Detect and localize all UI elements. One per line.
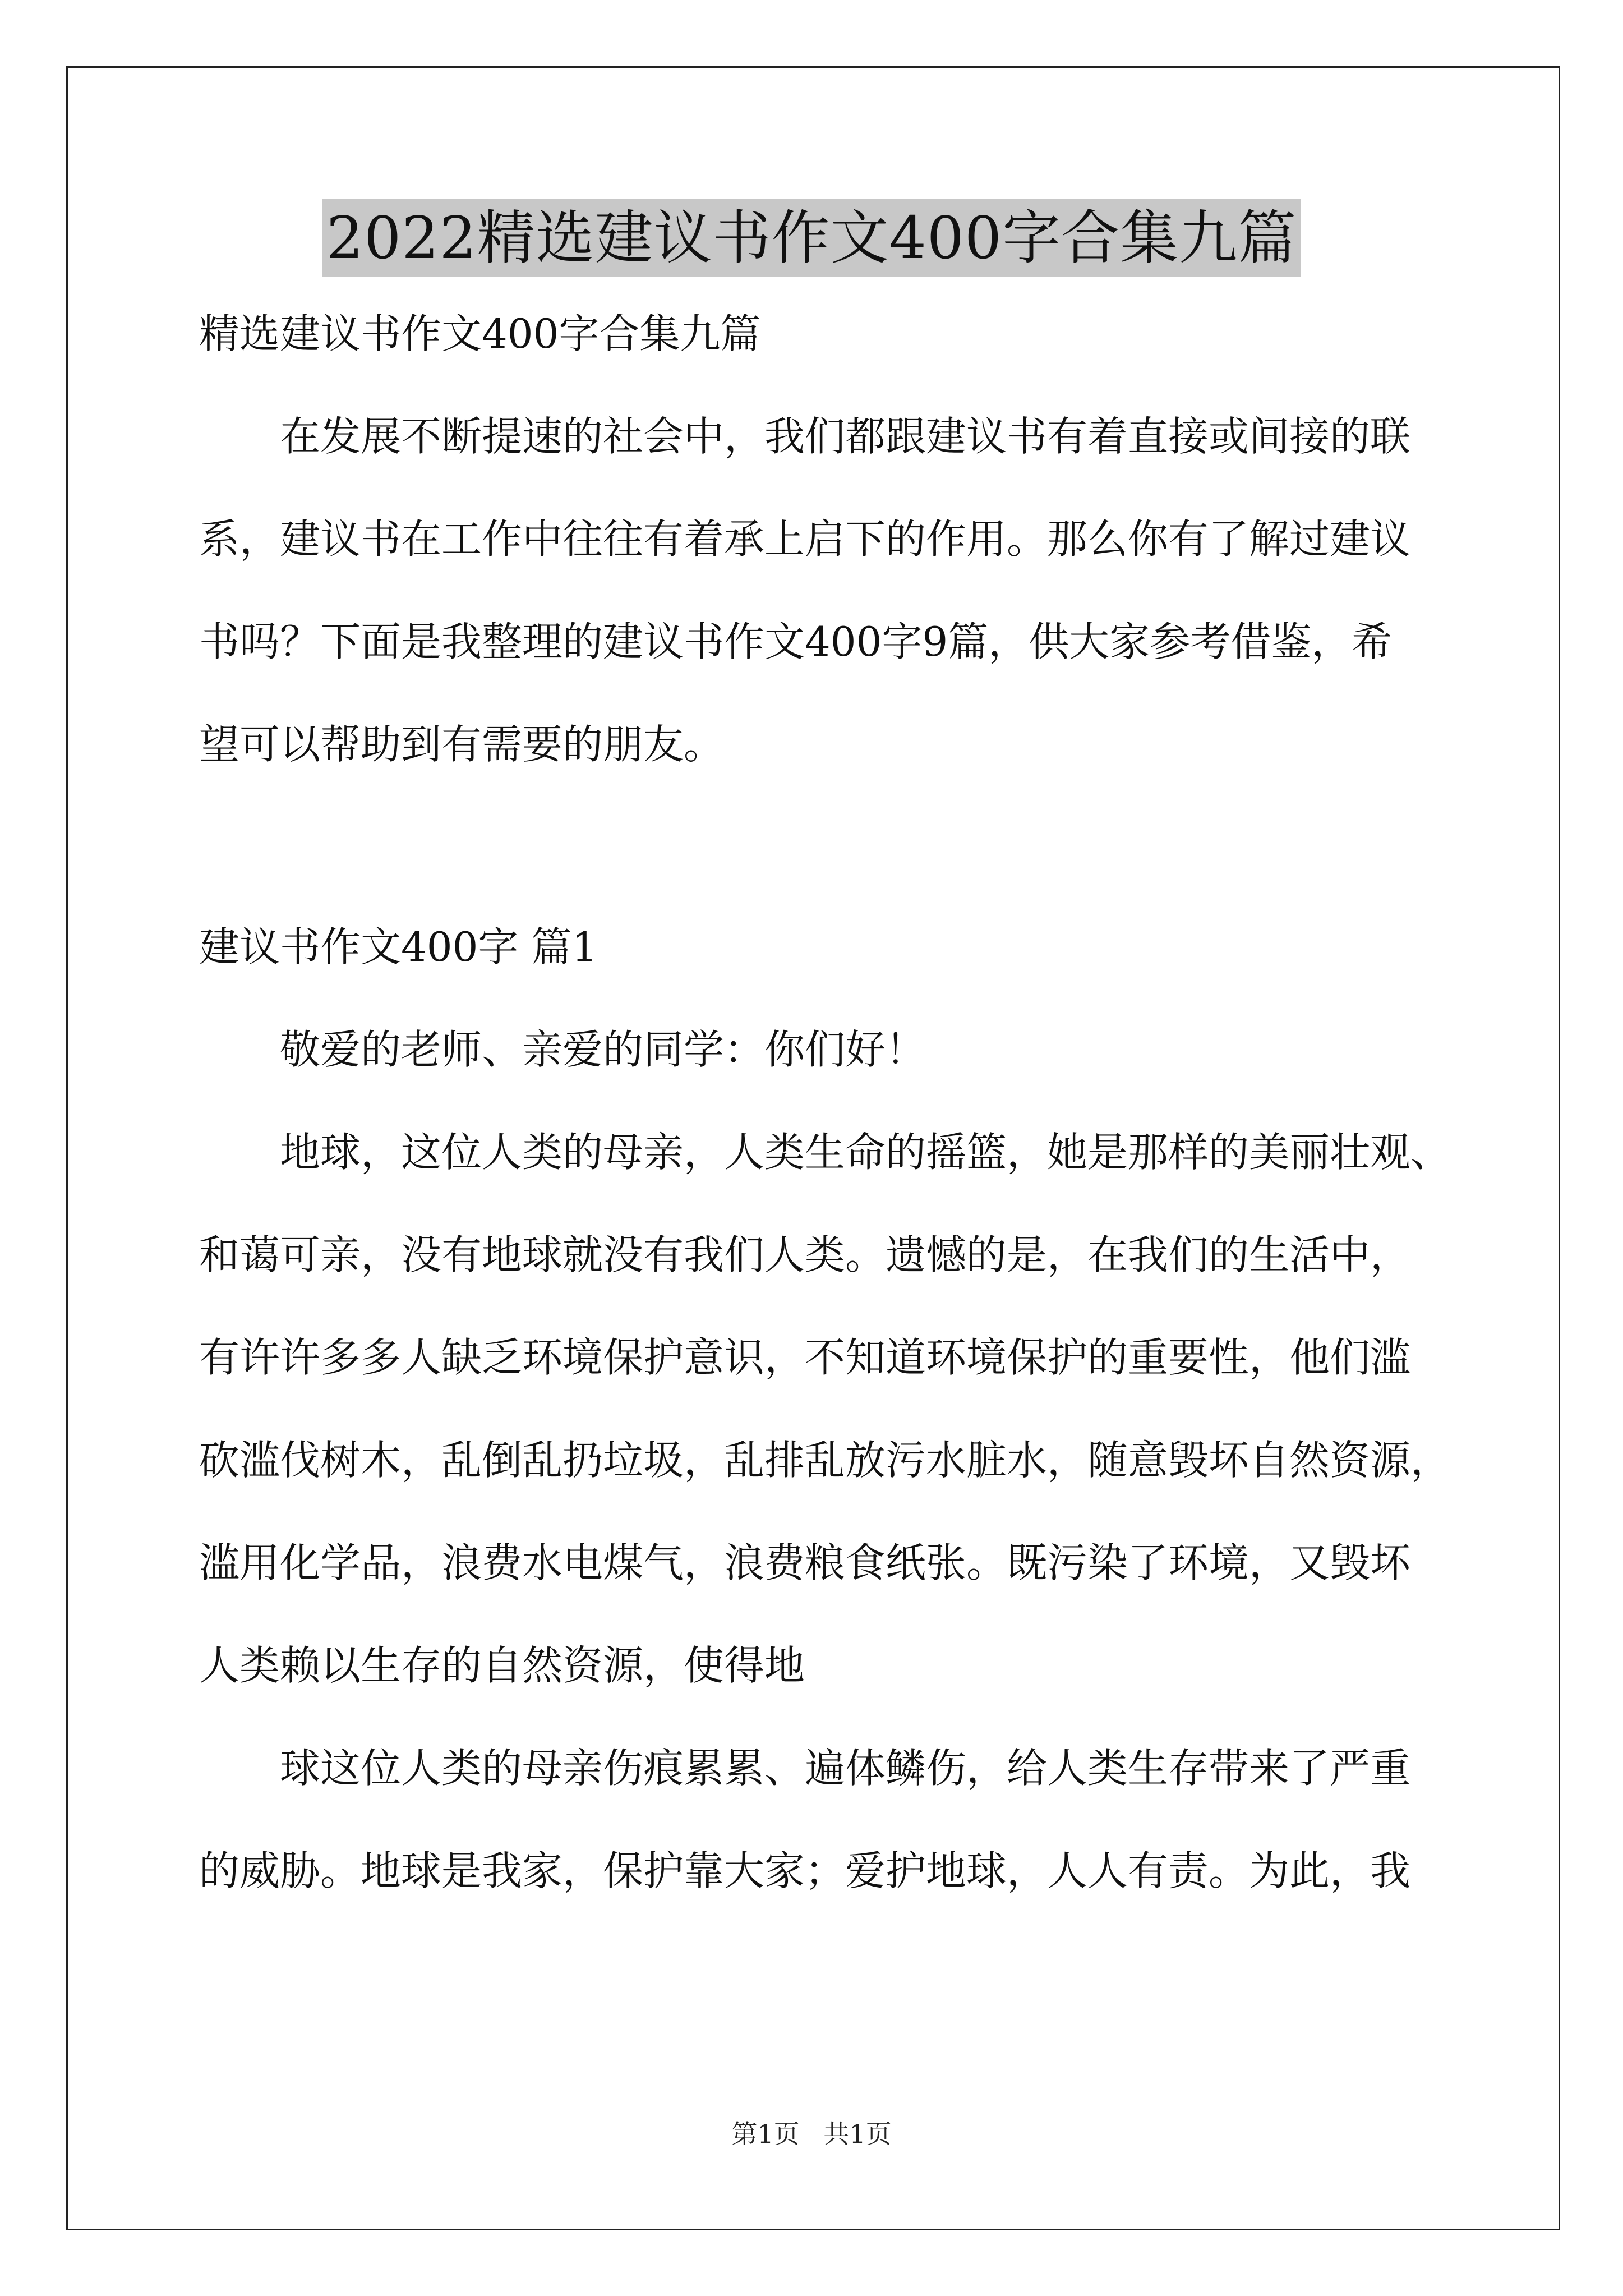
section-1 (199, 921, 1451, 1897)
page-total: 共1页 (823, 2119, 892, 2149)
body-line: 的威胁。地球是我家，保护靠大家；爱护地球，人人有责。为此，我 (199, 1847, 1411, 1894)
body-line: 和蔼可亲，没有地球就没有我们人类。遗憾的是，在我们的生活中， (199, 1231, 1411, 1278)
intro-line: 望可以帮助到有需要的朋友。 (199, 721, 725, 768)
document-subtitle: 精选建议书作文400字合集九篇 (199, 310, 761, 357)
greeting-line: 敬爱的老师、亲爱的同学：你们好！ (280, 1026, 926, 1073)
intro-line: 系，建议书在工作中往往有着承上启下的作用。那么你有了解过建议 (199, 516, 1411, 563)
body-line: 有许许多多人缺乏环境保护意识，不知道环境保护的重要性，他们滥 (199, 1334, 1411, 1381)
document-title: 2022精选建议书作文400字合集九篇 (322, 199, 1301, 277)
document-body (199, 307, 1451, 1947)
title-container (0, 199, 1623, 277)
body-line: 球这位人类的母亲伤痕累累、遍体鳞伤，给人类生存带来了严重 (280, 1745, 1411, 1792)
body-line: 砍滥伐树木，乱倒乱扔垃圾，乱排乱放污水脏水，随意毁坏自然资源， (199, 1437, 1451, 1484)
section-gap (199, 821, 1433, 921)
body-line: 人类赖以生存的自然资源，使得地 (199, 1642, 805, 1689)
page-footer (0, 2117, 1623, 2151)
intro-line: 在发展不断提速的社会中，我们都跟建议书有着直接或间接的联 (280, 413, 1411, 460)
body-line: 地球，这位人类的母亲，人类生命的摇篮，她是那样的美丽壮观、 (280, 1129, 1451, 1176)
section-heading: 建议书作文400字 篇1 (199, 923, 598, 970)
page-number: 第1页 (731, 2119, 800, 2149)
intro-paragraph (199, 410, 1433, 771)
intro-line: 书吗？下面是我整理的建议书作文400字9篇，供大家参考借鉴，希 (199, 618, 1393, 665)
body-line: 滥用化学品，浪费水电煤气，浪费粮食纸张。既污染了环境，又毁坏 (199, 1539, 1411, 1586)
